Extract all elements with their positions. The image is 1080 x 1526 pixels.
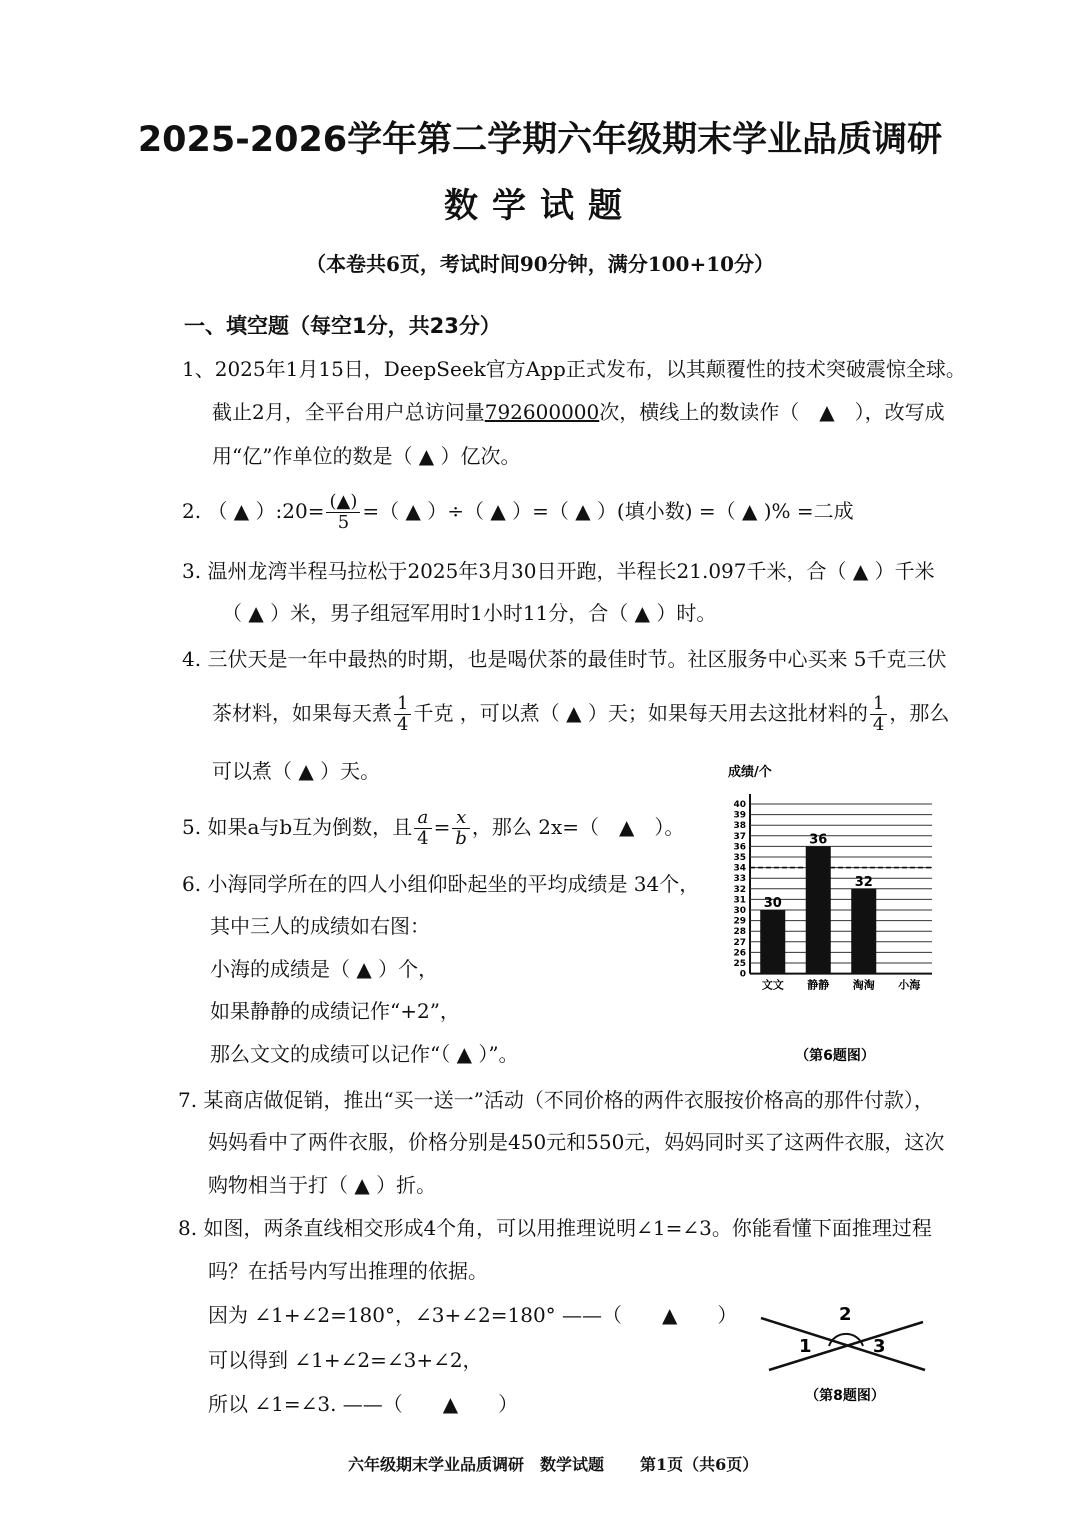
q2-fraction-num: (▲) (326, 492, 360, 513)
q7-line3: 购物相当于打（ ▲ ）折。 (208, 1173, 437, 1197)
chart-y-tick-label: 40 (733, 800, 746, 810)
chart-y-tick-label: 34 (733, 863, 746, 874)
q6-line5: 那么文文的成绩可以记作“（ ▲ ）”。 (210, 1042, 519, 1066)
chart-y-tick-label: 27 (733, 937, 746, 948)
footer-page-number: 第1页（共6页） (640, 1455, 759, 1474)
footer-left: 六年级期末学业品质调研 数学试题 (348, 1455, 605, 1474)
q6-line3: 小海的成绩是（ ▲ ）个， (210, 957, 439, 981)
q5-b: ，那么 2x=（ ▲ ）。 (471, 815, 685, 839)
q5-fraction-1-den: 4 (417, 828, 429, 849)
q1-line2-b: 次，横线上的数读作（ ▲ ），改写成 (599, 400, 945, 424)
chart-y-tick-label: 28 (733, 927, 746, 938)
q5-fraction-1 (414, 808, 431, 849)
q4-fraction-2 (870, 694, 887, 735)
q4-line1: 4. 三伏天是一年中最热的时期，也是喝伏茶的最佳时节。社区服务中心买来 5千克三伏 (182, 647, 947, 671)
chart-category-label: 淘淘 (852, 978, 875, 992)
q6-line1: 6. 小海同学所在的四人小组仰卧起坐的平均成绩是 34个， (182, 872, 700, 896)
chart-data-label: 32 (854, 874, 873, 890)
q8-line2: 吗？在括号内写出推理的依据。 (208, 1259, 488, 1283)
chart-y-tick-label: 39 (733, 810, 746, 821)
q4-line2-a: 茶材料，如果每天煮 (212, 701, 392, 725)
chart-y-tick-label: 30 (733, 906, 746, 916)
q1-line1: 1、2025年1月15日，DeepSeek官方App正式发布，以其颠覆性的技术突破震惊全球。 (182, 357, 966, 381)
q4-fraction-2-num: 1 (870, 694, 887, 715)
q2-a: 2. （ ▲ ）:20= (182, 499, 325, 523)
angle-3-label: 3 (873, 1336, 886, 1357)
angle-1-label: 1 (799, 1336, 812, 1357)
exam-note: （本卷共6页，考试时间90分钟，满分100+10分） (305, 252, 775, 276)
q2-b: =（ ▲ ）÷（ ▲ ）=（ ▲ ）(填小数) =（ ▲ )% =二成 (362, 499, 854, 523)
chart-y-tick-label: 26 (733, 948, 746, 959)
q5-a: 5. 如果a与b互为倒数，且 (182, 815, 413, 839)
q4-fraction-1 (394, 694, 411, 735)
q7-line2: 妈妈看中了两件衣服，价格分别是450元和550元，妈妈同时买了这两件衣服，这次 (208, 1130, 945, 1154)
chart-caption: （第6题图） (795, 1048, 875, 1064)
q4-fraction-1-num: 1 (394, 694, 411, 715)
q4-line2-b: 千克 ，可以煮（ ▲ ）天；如果每天用去这批材料的 (413, 701, 868, 725)
q2-line (182, 492, 854, 533)
chart-y-tick-label: 37 (733, 831, 746, 842)
q5-fraction-2 (452, 808, 470, 849)
chart-category-label: 文文 (761, 978, 784, 992)
q4-line2-c: ，那么 (889, 701, 950, 725)
chart-y-tick-label: 32 (733, 884, 746, 895)
chart-y-tick-label: 36 (733, 842, 746, 853)
chart-y-tick-label: 38 (733, 821, 746, 832)
q7-line1: 7. 某商店做促销，推出“买一送一”活动（不同价格的两件衣服按价格高的那件付款）， (178, 1088, 934, 1112)
q4-fraction-2-den: 4 (872, 714, 885, 735)
q8-line4: 可以得到 ∠1+∠2=∠3+∠2， (208, 1348, 483, 1372)
chart-y-tick-label: 33 (733, 874, 746, 885)
q5-eq: = (433, 815, 451, 839)
angle-2-label: 2 (839, 1304, 852, 1325)
q1-line3: 用“亿”作单位的数是（ ▲ ）亿次。 (212, 444, 521, 468)
chart-y-tick-label: 31 (733, 895, 746, 906)
q5-fraction-1-num: a (414, 808, 431, 829)
q8-line5: 所以 ∠1=∠3. ——（ ▲ ） (208, 1392, 519, 1416)
chart-bar (760, 910, 785, 974)
q5-line (182, 808, 684, 849)
q4-line2 (212, 694, 949, 735)
chart-category-label: 小海 (898, 978, 921, 992)
q6-bar-chart (720, 760, 950, 1070)
section-heading: 一、填空题（每空1分，共23分） (184, 314, 501, 338)
q6-line2: 其中三人的成绩如右图： (210, 914, 430, 938)
chart-category-label: 静静 (807, 978, 830, 992)
q2-fraction-den: 5 (337, 512, 350, 533)
q1-line2 (212, 398, 945, 426)
chart-y-tick-label: 35 (733, 853, 746, 863)
q8-line3: 因为 ∠1+∠2=180°，∠3+∠2=180° ——（ ▲ ） (208, 1303, 738, 1327)
q1-underlined-number: 792600000 (484, 400, 600, 424)
q5-fraction-2-den: b (455, 828, 467, 849)
exam-subtitle: 数学试题 (444, 186, 636, 226)
q5-fraction-2-num: x (452, 808, 470, 829)
chart-y-tick-label: 25 (733, 959, 746, 969)
q8-figure-caption: （第8题图） (805, 1388, 885, 1404)
chart-y-tick-label: 29 (733, 916, 746, 927)
line-a (761, 1318, 925, 1370)
q2-fraction (326, 492, 360, 533)
exam-title: 2025-2026学年第二学期六年级期末学业品质调研 (137, 120, 943, 160)
chart-data-label: 36 (809, 832, 828, 848)
q8-intersecting-lines-figure (755, 1300, 935, 1410)
q3-line1: 3. 温州龙湾半程马拉松于2025年3月30日开跑，半程长21.097千米，合（ ▲ ）千米 (182, 559, 935, 583)
chart-bar (806, 846, 831, 973)
q6-line4: 如果静静的成绩记作“+2”， (210, 999, 460, 1023)
chart-y-tick-label: 0 (739, 969, 746, 980)
chart-data-label: 30 (763, 896, 782, 911)
q1-line2-a: 截止2月，全平台用户总访问量 (212, 400, 485, 424)
q4-fraction-1-den: 4 (397, 714, 409, 735)
q4-line3: 可以煮（ ▲ ）天。 (212, 759, 381, 783)
q8-line1: 8. 如图，两条直线相交形成4个角，可以用推理说明∠1=∠3。你能看懂下面推理过程 (178, 1216, 932, 1240)
q3-line2: （ ▲ ）米，男子组冠军用时1小时11分，合（ ▲ ）时。 (222, 601, 717, 625)
chart-ylabel: 成绩/个 (728, 765, 772, 780)
chart-bar (851, 889, 876, 974)
